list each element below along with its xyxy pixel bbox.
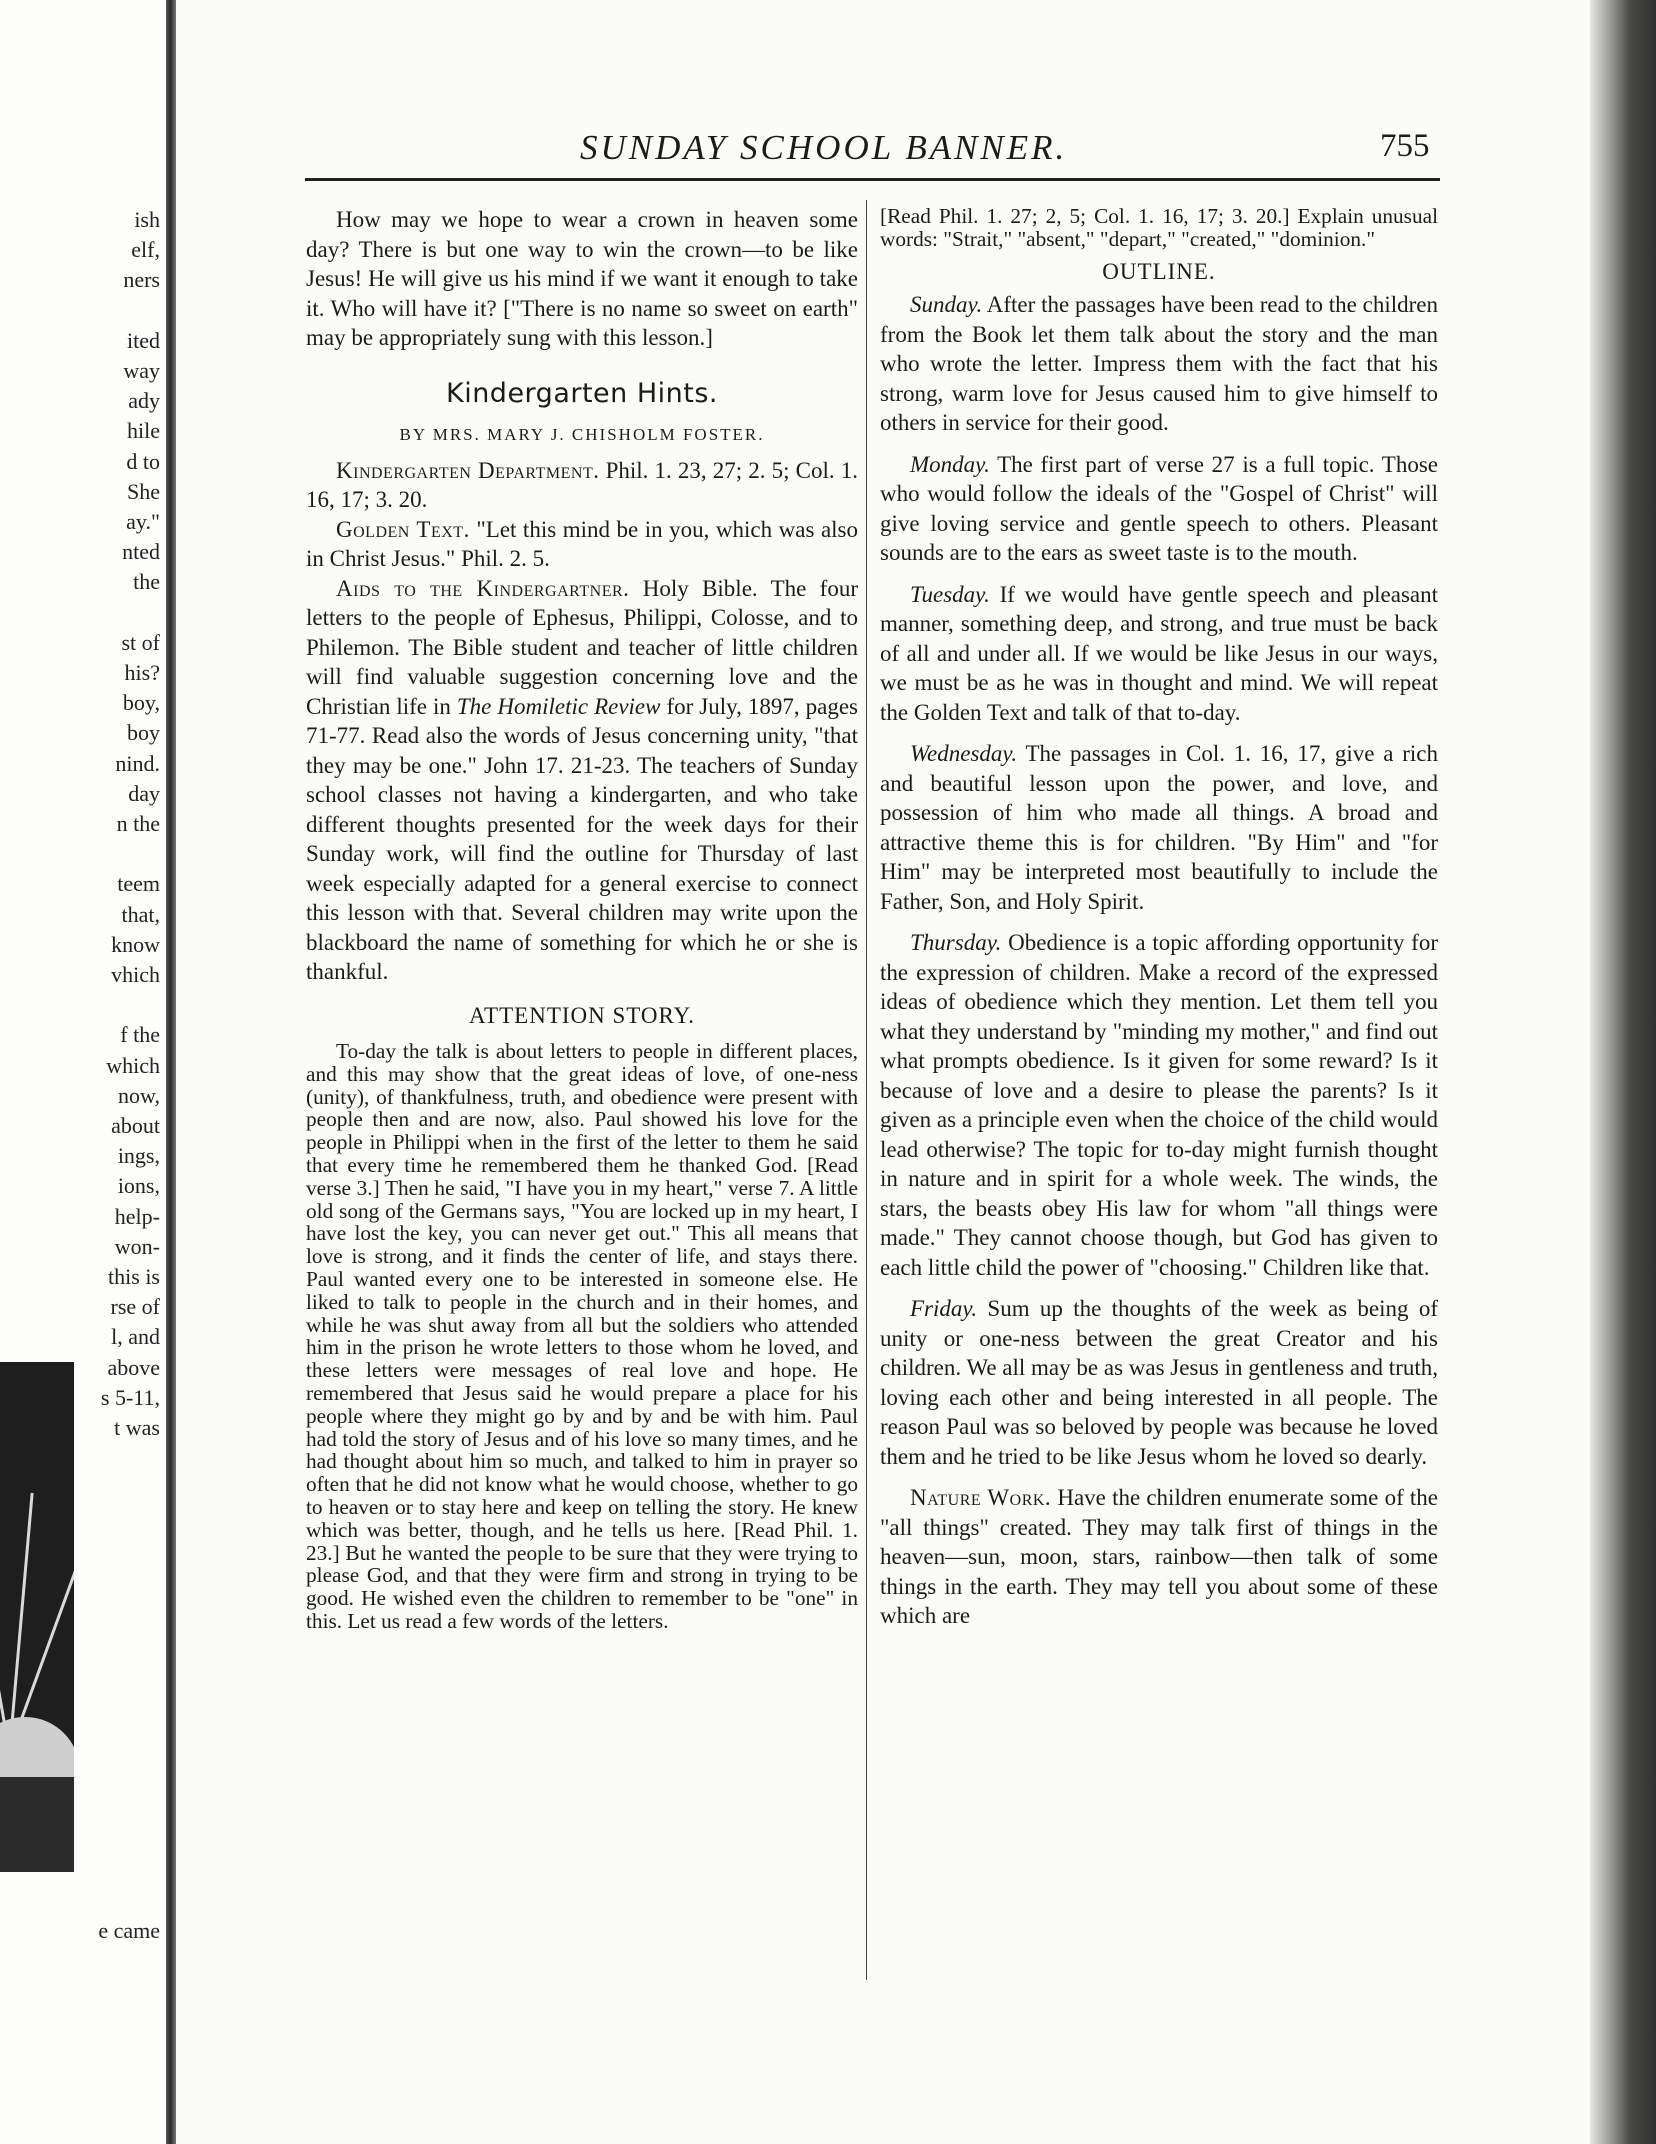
previous-page-line: st of [121, 629, 160, 655]
previous-page-line: boy, [122, 690, 160, 716]
previous-page-line: teem [117, 871, 160, 897]
golden-text-label: Golden Text. [336, 516, 470, 542]
aids-review-title: The Homiletic Review [456, 693, 661, 719]
day-text: The first part of verse 27 is a full topic. Those who would follow the ideals of the "Gospel of Christ" will give loving service and gentle speech to others. Pleasant sounds are to the ears as sweet taste is to the mouth. [880, 451, 1438, 566]
page-number: 755 [1380, 128, 1430, 164]
previous-page-line: elf, [131, 237, 160, 263]
day-text: If we would have gentle speech and pleasant manner, something deep, and strong, and true must be back of all and under all. If we would be like Jesus in our ways, we must be as he was in thought and mind. We will repeat the Golden Text and talk of that to-day. [880, 581, 1438, 725]
left-column [306, 205, 858, 1633]
attention-story-title: ATTENTION STORY. [469, 1002, 695, 1028]
byline: BY MRS. MARY J. CHISHOLM FOSTER. [399, 425, 765, 444]
nature-work-text: Have the children enumerate some of the "all things" created. They may talk first of things in the heaven—sun, moon, stars, rainbow—then talk of some things in the earth. They may tell you about some of these which are [880, 1485, 1438, 1629]
nature-work-label: Nature Work. [910, 1485, 1052, 1511]
previous-page-line: help- [114, 1203, 160, 1229]
previous-page-line: that, [121, 901, 160, 927]
day-paragraph-tuesday [880, 580, 1438, 728]
section-title: Kindergarten Hints. [445, 377, 719, 409]
golden-text: "Let this mind be in you, which was also in Christ Jesus." Phil. 2. 5. [306, 516, 858, 571]
department-text: Phil. 1. 23, 27; 2. 5; Col. 1. 16, 17; 3. 20. [306, 457, 858, 512]
previous-page-line: boy [127, 720, 160, 746]
previous-page-line: this is [108, 1264, 160, 1289]
previous-page-line: hile [127, 418, 160, 444]
previous-page-line: She [127, 478, 160, 504]
previous-page-line: now, [118, 1082, 160, 1108]
day-text: After the passages have been read to the children from the Book let them talk about the story and the man who wrote the letter. Impress them with the fact that his strong, warm love for Jesus caused him to give himself to others in service for their good. [880, 292, 1439, 436]
day-label: Friday. [910, 1296, 978, 1322]
page-right-edge [1590, 0, 1656, 2144]
previous-page-line: ions, [117, 1173, 160, 1199]
day-text: The passages in Col. 1. 16, 17, give a rich and beautiful lesson upon the power, and love, and possession of him who made all things. A broad and attractive theme this is for children. "By Him" and "for Him" may be interpreted most beautifully to include the Father, Son, and Holy Spirit. [880, 741, 1438, 914]
day-label: Thursday. [910, 930, 1002, 956]
previous-page-line: ady [128, 388, 160, 414]
right-column [880, 205, 1438, 1631]
day-label: Wednesday. [910, 741, 1018, 767]
previous-page-line: won- [114, 1233, 160, 1259]
attention-story-text: To-day the talk is about letters to people in different places, and this may show that the great ideas of love, of one-ness (unity), of thankfulness, truth, and obedience were present with people then and are now, also. Paul showed his love for the people in Philippi when in the first of the letter to them he said that every time he remembered them he thanked God. [Read verse 3.] Then he said, "I have you in my heart," verse 7. A little old song of the Germans says, "You are locked up in my heart, I have lost the key, you can never get out." This all means that love is strong, and it finds the center of life, and stays there. Paul wanted every one to be interested in someone else. He liked to talk to people in the church and in their homes, and while he was shut away from all but the soldiers who attended him in the prison he wrote letters to those whom he loved, and these letters were messages of real love and hope. He remembered that Jesus said he would prepare a place for his people where they might go by and by and be with him. Paul had told the story of Jesus and of his love so many times, and he had thought about him so much, and talked to him in prayer so often that he did not know what he would choose, whether to go to heaven or to stay here and keep on telling the story. He knew which was better, though, and he tells us here. [Read Phil. 1. 23.] But he wanted the people to be sure that they were trying to please God, and that they were firm and strong in trying to be good. He wished even the children to remember to be "one" in this. Let us read a few words of the letters. [306, 1039, 858, 1633]
previous-page-line: the [133, 569, 160, 595]
previous-page-line: nted [122, 539, 160, 565]
previous-page-line: day [128, 780, 160, 806]
previous-page-bottom-line: e came [98, 1918, 160, 1943]
previous-page-line: his? [124, 660, 160, 685]
golden-text-paragraph [306, 515, 858, 574]
day-paragraph-monday [880, 450, 1438, 568]
previous-page-line: above [107, 1354, 160, 1380]
page-binding [166, 0, 176, 2144]
previous-page-line: ings, [117, 1143, 160, 1169]
previous-page-line: l, and [111, 1324, 160, 1350]
previous-page-line: n the [116, 811, 160, 836]
running-head: SUNDAY SCHOOL BANNER. [580, 128, 1068, 167]
outline-title: OUTLINE. [1102, 258, 1216, 284]
previous-page-line: nind. [115, 750, 160, 776]
previous-page-line: t was [114, 1415, 160, 1440]
day-paragraph-sunday [880, 290, 1438, 438]
department-label: Kindergarten Department. [336, 457, 600, 483]
nature-work-paragraph [880, 1483, 1438, 1631]
previous-page-line: which [106, 1052, 160, 1078]
day-label: Monday. [910, 451, 990, 477]
previous-page-line: ay." [126, 509, 160, 534]
day-paragraph-thursday [880, 928, 1438, 1282]
previous-page-line: s 5-11, [100, 1384, 160, 1410]
day-label: Sunday. [910, 292, 983, 318]
day-text: Sum up the thoughts of the week as being of unity or one-ness between the great Creator and his children. We all may be as was Jesus in gentleness and truth, loving each other and being interested in all people. The reason Paul was so beloved by people was because he loved them and he tried to be like Jesus whom he loved so dearly. [880, 1296, 1439, 1469]
header-rule [305, 178, 1440, 181]
previous-page-line: know [111, 931, 160, 957]
aids-label: Aids to the Kindergartner. [336, 575, 630, 601]
day-paragraph-wednesday [880, 739, 1438, 916]
previous-page-line: ited [127, 327, 160, 353]
intro-paragraph: How may we hope to wear a crown in heaven some day? There is but one way to win the crown—to be like Jesus! He will give us his mind if we want it enough to take it. Who will have it? ["There is no name so sweet on earth" may be appropriately sung with this lesson.] [306, 207, 858, 350]
aids-text-2: for July, 1897, pages 71-77. Read also the words of Jesus concerning unity, "that they may be one." John 17. 21-23. The teachers of Sunday school classes not having a kindergarten, and who take different thoughts presented for the week days for their Sunday work, will find the outline for Thursday of last week especially adapted for a general exercise to connect this lesson with that. Several children may write upon the blackboard the name of something for which he or she is thankful. [306, 693, 859, 984]
previous-page-line: f the [120, 1022, 160, 1048]
aids-paragraph [306, 574, 858, 987]
previous-page-line: d to [126, 448, 160, 474]
department-paragraph [306, 456, 858, 515]
right-intro-paragraph: [Read Phil. 1. 27; 2, 5; Col. 1. 16, 17; 3. 20.] Explain unusual words: "Strait," "absent," "depart," "created," "dominion." [880, 204, 1438, 251]
previous-page-line: rse of [110, 1294, 160, 1320]
previous-page-line: ners [123, 267, 160, 293]
day-label: Tuesday. [910, 581, 990, 607]
day-text: Obedience is a topic affording opportunity for the expression of children. Make a record of the expressed ideas of obedience which they mention. Let them tell you what they understand by "minding my mother," and find out what prompts obedience. Is it given for some reward? Is it because of love and a desire to please the parents? Is it given as a principle even when the choice of the child would lead otherwise? The topic for to-day might furnish thought in nature and in spirit for a whole week. The winds, the stars, the beasts obey His law for whom "all things were made." They cannot choose though, but God has given to each little child the power of "choosing." Children like that. [880, 930, 1438, 1280]
previous-page-line: about [111, 1113, 160, 1138]
day-paragraph-friday [880, 1294, 1438, 1471]
previous-page-line: way [123, 358, 160, 383]
column-rule [866, 200, 867, 1980]
aids-text-1: Holy Bible. The four letters to the people of Ephesus, Philippi, Colosse, and to Philemon. The Bible student and teacher of little children will find valuable suggestion concerning love and the Christian life in [306, 575, 858, 719]
previous-page-line: ish [134, 207, 160, 232]
previous-page-line: vhich [111, 962, 160, 987]
